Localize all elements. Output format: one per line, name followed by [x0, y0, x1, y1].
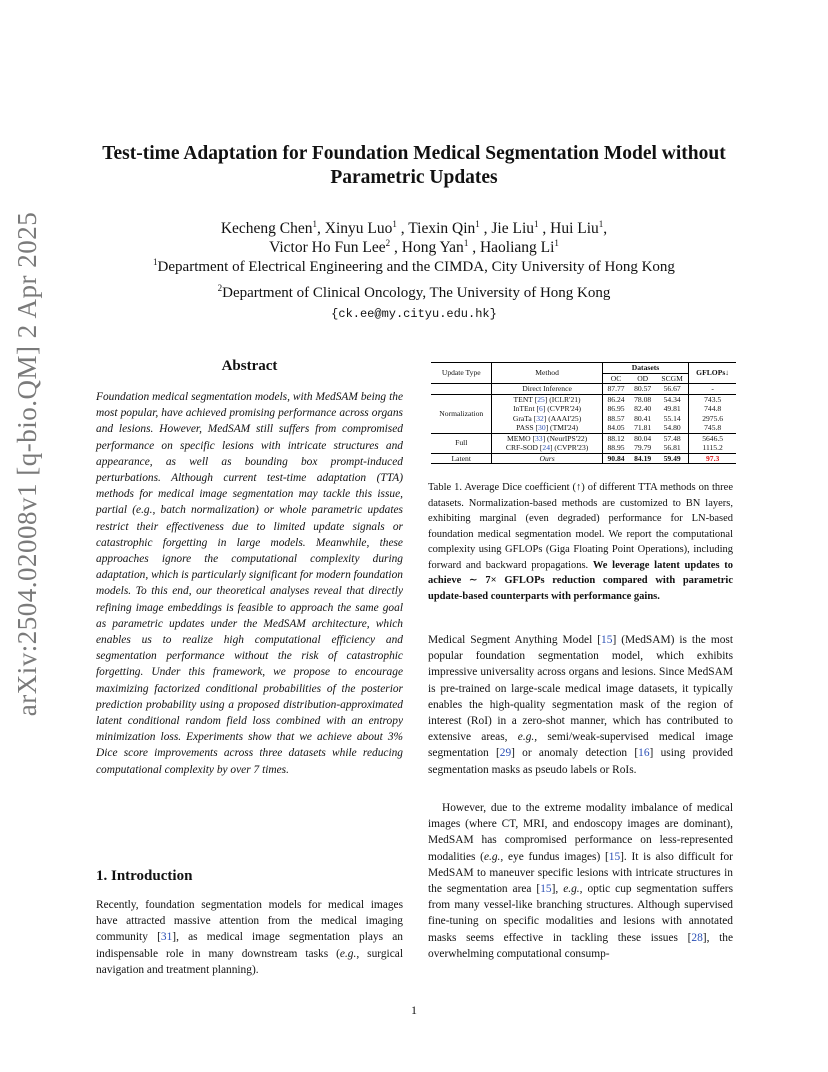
author-affil-mark: 1 — [312, 218, 318, 229]
author-affil-mark: 1 — [475, 218, 480, 229]
abstract-text: Foundation medical segmentation models, with MedSAM being the most popular, have achieved promising performance across organs and lesions. However, MedSAM still suffers from compromised performance on specific lesions with intricate structures and appearance, as well as bounding box prompt-induced perturbations. Although current test-time adaptation (TTA) methods for medical image segmentation may tackle this issue, partial (e.g., batch normalization) or whole parametric updates restrict their effectiveness due to limited update signals or catastrophic forgetting in large models. Meanwhile, these approaches ignore the computational complexity during adaptation, which is particularly significant for modern foundation models. To this end, our theoretical analyses reveal that directly refining image embeddings is feasible to approach the same goal as parametric updates under the MedSAM architecture, which enables us to realize high computational efficiency and segmentation performance without the risk of catastrophic forgetting. Under this framework, we propose to encourage maximizing factorized conditional probabilities of the posterior prediction probability using a proposed distribution-approximated latent conditional random field loss combined with an entropy minimization loss. Experiments show that we achieve about 3% Dice score improvements across three datasets while reducing computational complexity by over 7 times. — [96, 391, 403, 776]
col-oc: OC — [602, 373, 629, 384]
col-gflops: GFLOPs↓ — [689, 363, 736, 384]
author-affil-mark: 1 — [392, 218, 397, 229]
results-table — [431, 362, 736, 464]
author-name: Hong Yan — [401, 239, 464, 256]
col-scgm: SCGM — [656, 373, 689, 384]
paper-title: Test-time Adaptation for Foundation Medical Segmentation Model without Parametric Updates — [102, 143, 726, 188]
arxiv-watermark: arXiv:2504.02008v1 [q-bio.QM] 2 Apr 2025 — [12, 211, 42, 717]
col-update-type: Update Type — [431, 363, 492, 384]
table-row: InTEnt [6] (CVPR'24) 86.95 82.40 49.81 744.8 — [431, 404, 736, 414]
affiliation-1: $^1$Department of Electrical Engineering and the CIMDA, City University of Hong Kong — [153, 257, 675, 275]
citation-link[interactable]: 28 — [691, 931, 703, 944]
author-name: Victor Ho Fun Lee — [269, 239, 386, 256]
author-name: Tiexin Qin — [408, 220, 476, 237]
table-caption: Table 1. Average Dice coefficient (↑) of different TTA methods on three datasets. Normalization-based methods are customized to BN layers, exhibiting marginal (even degraded) performance for LN-based foundation medical segmentation model. We report the computational complexity using GFLOPs (Giga Floating Point Operations), including forward and backward propagations. We leverage latent updates to achieve ∼ 7× GFLOPs reduction compared with parametric update-based counterparts with performance gains. — [428, 482, 733, 602]
author-name: Xinyu Luo — [324, 220, 393, 237]
table-row: GraTa [32] (AAAI'25) 88.57 80.41 55.14 2975.6 — [431, 414, 736, 424]
table-row: Full MEMO [33] (NeurIPS'22) 88.12 80.04 57.48 5646.5 — [431, 433, 736, 443]
author-affil-mark: 1 — [534, 218, 539, 229]
citation-link[interactable]: 15 — [540, 883, 552, 896]
abstract-heading: Abstract — [221, 358, 278, 374]
body-paragraph: However, due to the extreme modality imbalance of medical images (where CT, MRI, and endoscopy images are dominant), MedSAM has compromised performance on less-represented modalities (e.g., eye fundus images) [15]. It is also difficult for MedSAM to maneuver specific lesions with intricate structures in the segmentation area [15], e.g., optic cup segmentation suffers from many vessel-like branching structures. Although supervised fine-tuning on specific modalities and lesions with annotated masks seems effective in tackling these issues [28], the overwhelming computational consump- — [428, 802, 733, 960]
author-affil-mark: 1 — [598, 218, 604, 229]
author-affil-mark: 1 — [463, 237, 469, 248]
introduction-paragraph: Recently, foundation segmentation models for medical images have attracted massive attention from the medical imaging community [31], as medical image segmentation plays an indispensable role in many downstream tasks (e.g., surgical navigation and treatment planning). — [96, 899, 403, 976]
col-datasets: Datasets — [602, 363, 689, 374]
col-method: Method — [492, 363, 602, 384]
citation-link[interactable]: 15 — [601, 634, 613, 646]
table-row: Direct Inference 87.77 80.57 56.67 - — [431, 384, 736, 395]
author-name: Kecheng Chen — [220, 220, 313, 237]
author-email[interactable]: {ck.ee@my.cityu.edu.hk} — [331, 307, 497, 321]
author-name: Jie Liu — [491, 220, 535, 237]
affiliation-2: $^2$Department of Clinical Oncology, The University of Hong Kong — [217, 283, 611, 301]
author-affil-mark: 1 — [554, 237, 559, 248]
author-affil-mark: 2 — [385, 237, 391, 248]
author-name: Haoliang Li — [479, 239, 555, 256]
page-number: 1 — [411, 1003, 417, 1017]
introduction-heading: 1. Introduction — [96, 868, 193, 884]
table-row: Latent Ours 90.84 84.19 59.49 97.3 — [431, 453, 736, 464]
body-paragraph: Medical Segment Anything Model [15] (MedSAM) is the most popular foundation segmentation model, which exhibits impressive universality across organs and lesions. Since MedSAM is pre-trained on large-scale medical image datasets, it typically enables the high-quality segmentation mask of the region of interest (RoI) in a zero-shot manner, which has contributed to extensive areas, e.g., semi/weak-supervised medical image segmentation [29] or anomaly detection [16] using provided segmentation masks as pseudo labels or RoIs. — [428, 634, 733, 776]
table-row: PASS [30] (TMI'24) 84.05 71.81 54.80 745.8 — [431, 423, 736, 433]
col-od: OD — [629, 373, 656, 384]
author-name: Hui Liu — [550, 220, 599, 237]
citation-link[interactable]: 31 — [160, 931, 173, 944]
author-list: Kecheng Chen$^1$, Xinyu Luo$^1$ , Tiexin Qin$^1$ , Jie Liu$^1$ , Hui Liu$^1$, Victor Ho Fun Lee$^2$ , Hong Yan$^1$ , Haoliang Li$^1$ — [220, 218, 608, 256]
citation-link[interactable]: 16 — [638, 747, 650, 760]
citation-link[interactable]: 15 — [608, 850, 621, 863]
table-row: Normalization TENT [25] (ICLR'21) 86.24 78.08 54.34 743.5 — [431, 394, 736, 404]
table-row: CRF-SOD [24] (CVPR'23) 88.95 79.79 56.81 1115.2 — [431, 443, 736, 453]
citation-link[interactable]: 29 — [499, 747, 512, 760]
